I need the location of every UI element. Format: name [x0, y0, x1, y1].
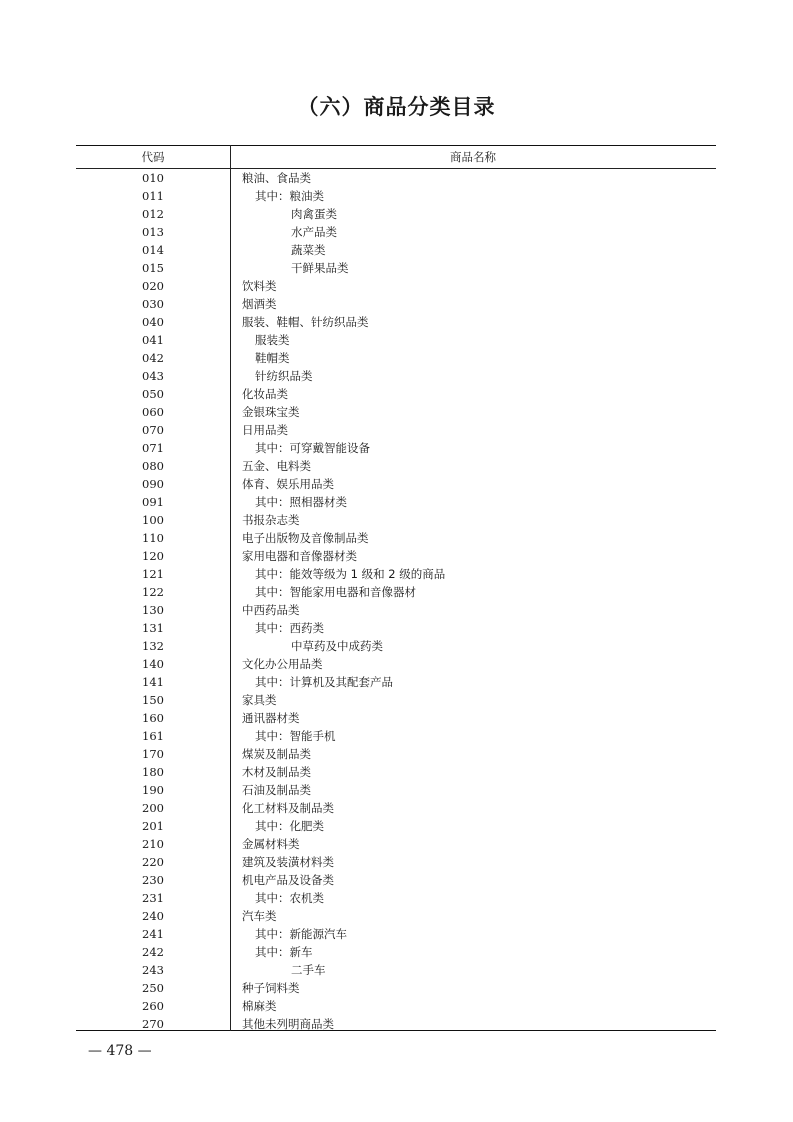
table-row — [76, 745, 716, 763]
table-top-rule — [76, 145, 716, 146]
category-code: 200 — [142, 801, 164, 815]
table-row — [76, 673, 716, 691]
table-row — [76, 313, 716, 331]
table-row — [76, 907, 716, 925]
category-name: 服装、鞋帽、针纺织品类 — [242, 315, 369, 329]
table-row — [76, 889, 716, 907]
category-name: 五金、电料类 — [242, 459, 311, 473]
category-code: 141 — [142, 675, 164, 689]
category-code: 060 — [142, 405, 164, 419]
category-name: 体育、娱乐用品类 — [242, 477, 334, 491]
page-title: （六）商品分类目录 — [297, 95, 496, 119]
table-row — [76, 421, 716, 439]
table-row — [76, 169, 716, 187]
table-row — [76, 781, 716, 799]
category-name: 粮油、食品类 — [242, 171, 311, 185]
category-name: 其中：粮油类 — [255, 189, 324, 203]
category-code: 041 — [142, 333, 164, 347]
table-row — [76, 691, 716, 709]
category-code: 013 — [142, 225, 164, 239]
category-code: 071 — [142, 441, 164, 455]
category-name: 干鲜果品类 — [291, 261, 349, 275]
category-code: 231 — [142, 891, 164, 905]
category-code: 121 — [142, 567, 164, 581]
table-row — [76, 799, 716, 817]
category-name: 水产品类 — [291, 225, 337, 239]
category-name: 其中：智能家用电器和音像器材 — [255, 585, 416, 599]
table-row — [76, 619, 716, 637]
category-name: 其中：照相器材类 — [255, 495, 347, 509]
category-name: 肉禽蛋类 — [291, 207, 337, 221]
category-code: 015 — [142, 261, 164, 275]
table-row — [76, 655, 716, 673]
category-code: 241 — [142, 927, 164, 941]
category-name: 文化办公用品类 — [242, 657, 323, 671]
category-code: 040 — [142, 315, 164, 329]
category-code: 161 — [142, 729, 164, 743]
table-row — [76, 511, 716, 529]
table-row — [76, 727, 716, 745]
category-code: 140 — [142, 657, 164, 671]
category-name: 其中：化肥类 — [255, 819, 324, 833]
category-name: 金银珠宝类 — [242, 405, 300, 419]
category-code: 042 — [142, 351, 164, 365]
category-code: 020 — [142, 279, 164, 293]
category-code: 230 — [142, 873, 164, 887]
table-row — [76, 529, 716, 547]
category-name: 烟酒类 — [242, 297, 277, 311]
table-row — [76, 205, 716, 223]
table-row — [76, 241, 716, 259]
category-name: 日用品类 — [242, 423, 288, 437]
table-row — [76, 637, 716, 655]
category-code: 050 — [142, 387, 164, 401]
page-number: — 478 — — [88, 1043, 152, 1059]
table-row — [76, 583, 716, 601]
table-row — [76, 763, 716, 781]
column-header-name: 商品名称 — [450, 150, 496, 164]
category-name: 服装类 — [255, 333, 290, 347]
category-code: 250 — [142, 981, 164, 995]
category-code: 270 — [142, 1017, 164, 1031]
category-name: 中草药及中成药类 — [291, 639, 383, 653]
category-code: 043 — [142, 369, 164, 383]
category-name: 其中：计算机及其配套产品 — [255, 675, 393, 689]
category-code: 010 — [142, 171, 164, 185]
table-row — [76, 565, 716, 583]
category-name: 电子出版物及音像制品类 — [242, 531, 369, 545]
table-row — [76, 997, 716, 1015]
category-code: 070 — [142, 423, 164, 437]
table-row — [76, 979, 716, 997]
category-code: 190 — [142, 783, 164, 797]
table-row — [76, 277, 716, 295]
category-name: 针纺织品类 — [255, 369, 313, 383]
category-code: 131 — [142, 621, 164, 635]
table-row — [76, 295, 716, 313]
table-row — [76, 439, 716, 457]
category-name: 机电产品及设备类 — [242, 873, 334, 887]
table-body — [76, 169, 716, 1033]
category-code: 122 — [142, 585, 164, 599]
category-name: 棉麻类 — [242, 999, 277, 1013]
category-code: 243 — [142, 963, 164, 977]
category-name: 饮料类 — [242, 279, 277, 293]
category-code: 014 — [142, 243, 164, 257]
category-code: 210 — [142, 837, 164, 851]
category-name: 化妆品类 — [242, 387, 288, 401]
table-row — [76, 547, 716, 565]
category-code: 011 — [142, 189, 164, 203]
category-name: 其中：能效等级为 1 级和 2 级的商品 — [255, 567, 446, 581]
category-code: 150 — [142, 693, 164, 707]
category-name: 木材及制品类 — [242, 765, 311, 779]
category-code: 160 — [142, 711, 164, 725]
table-row — [76, 961, 716, 979]
category-code: 132 — [142, 639, 164, 653]
table-row — [76, 403, 716, 421]
category-name: 石油及制品类 — [242, 783, 311, 797]
category-name: 其中：智能手机 — [255, 729, 336, 743]
category-code: 220 — [142, 855, 164, 869]
table-row — [76, 871, 716, 889]
category-code: 180 — [142, 765, 164, 779]
category-name: 家用电器和音像器材类 — [242, 549, 357, 563]
category-name: 汽车类 — [242, 909, 277, 923]
table-row — [76, 385, 716, 403]
category-name: 通讯器材类 — [242, 711, 300, 725]
category-code: 100 — [142, 513, 164, 527]
table-row — [76, 223, 716, 241]
category-code: 110 — [142, 531, 164, 545]
category-code: 201 — [142, 819, 164, 833]
table-row — [76, 259, 716, 277]
table-row — [76, 457, 716, 475]
table-row — [76, 331, 716, 349]
table-row — [76, 925, 716, 943]
table-row — [76, 367, 716, 385]
table-row — [76, 475, 716, 493]
category-name: 其中：西药类 — [255, 621, 324, 635]
column-header-code: 代码 — [141, 150, 165, 164]
category-table — [76, 145, 716, 1031]
category-code: 090 — [142, 477, 164, 491]
category-name: 鞋帽类 — [255, 351, 290, 365]
category-name: 二手车 — [291, 963, 326, 977]
category-code: 030 — [142, 297, 164, 311]
category-name: 建筑及装潢材料类 — [242, 855, 334, 869]
table-row — [76, 349, 716, 367]
category-code: 242 — [142, 945, 164, 959]
category-code: 260 — [142, 999, 164, 1013]
category-name: 金属材料类 — [242, 837, 300, 851]
category-name: 书报杂志类 — [242, 513, 300, 527]
category-code: 170 — [142, 747, 164, 761]
table-row — [76, 187, 716, 205]
category-name: 家具类 — [242, 693, 277, 707]
category-name: 化工材料及制品类 — [242, 801, 334, 815]
category-code: 130 — [142, 603, 164, 617]
table-row — [76, 493, 716, 511]
category-name: 其中：可穿戴智能设备 — [255, 441, 370, 455]
category-code: 091 — [142, 495, 164, 509]
table-row — [76, 835, 716, 853]
category-name: 种子饲料类 — [242, 981, 300, 995]
category-name: 其中：农机类 — [255, 891, 324, 905]
category-name: 其中：新能源汽车 — [255, 927, 347, 941]
category-name: 中西药品类 — [242, 603, 300, 617]
table-row — [76, 817, 716, 835]
category-name: 煤炭及制品类 — [242, 747, 311, 761]
category-code: 240 — [142, 909, 164, 923]
table-row — [76, 601, 716, 619]
category-code: 012 — [142, 207, 164, 221]
table-row — [76, 1015, 716, 1033]
category-name: 其他未列明商品类 — [242, 1017, 334, 1031]
category-name: 其中：新车 — [255, 945, 313, 959]
category-code: 120 — [142, 549, 164, 563]
table-row — [76, 709, 716, 727]
category-name: 蔬菜类 — [291, 243, 326, 257]
category-code: 080 — [142, 459, 164, 473]
table-row — [76, 853, 716, 871]
table-row — [76, 943, 716, 961]
